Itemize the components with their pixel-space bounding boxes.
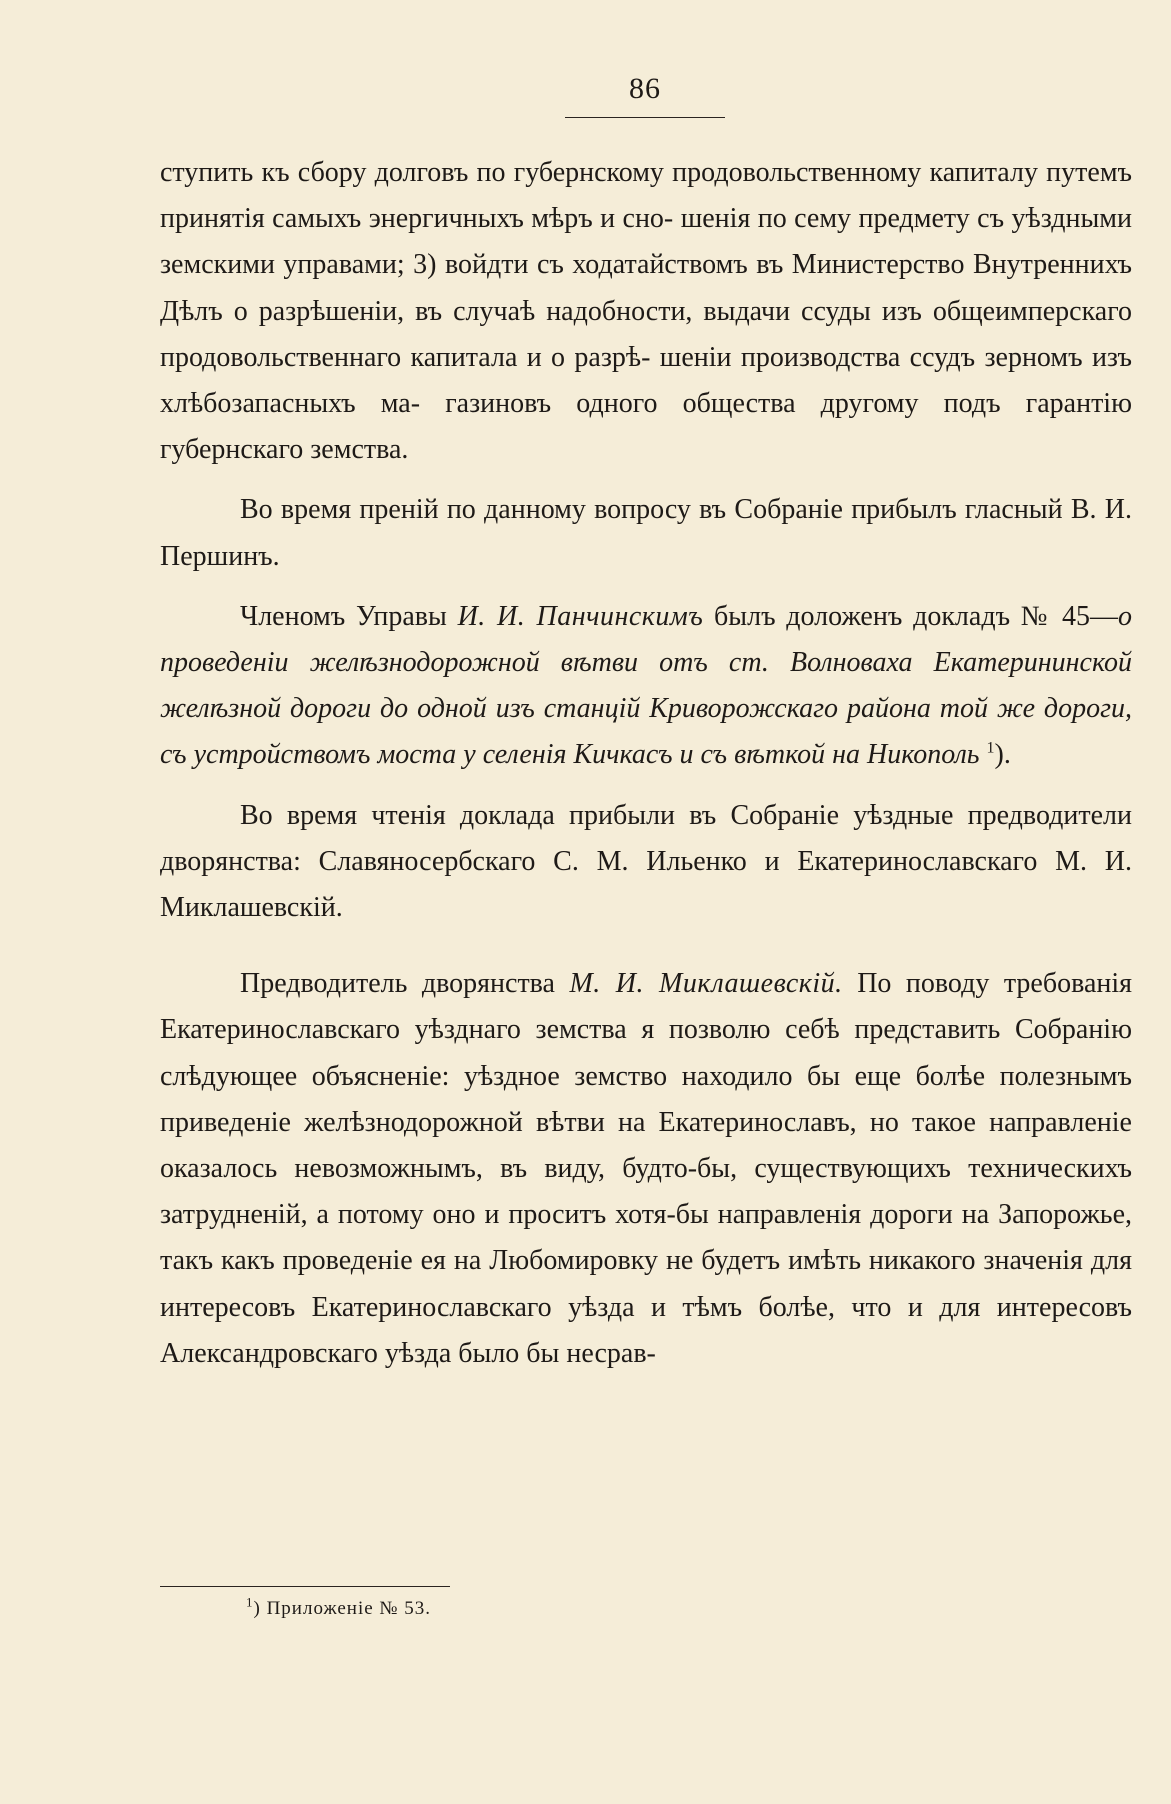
report-number: былъ доложенъ докладъ № 45—: [714, 600, 1119, 632]
speaker-name: И. И. Панчинскимъ: [457, 600, 704, 632]
speech-lead: Предводитель дворянства: [240, 968, 555, 1000]
footnote-reference: 1: [986, 740, 995, 758]
footnote-rule: [160, 1586, 450, 1587]
speech-text: По поводу требованія Екатеринославскаго уѣзднаго земства я позволю себѣ представить Собранію слѣдующее объясненіе: уѣздное земство находило бы еще болѣе полезнымъ приведеніе желѣзнодорожной вѣтви на Екатеринославъ, но такое направленіе оказалось невозможнымъ, въ виду, будто-бы, существующихъ техническихъ затрудненій, а потому оно и проситъ хотя-бы направленія дороги на Запорожье, такъ какъ проведеніе ея на Любомировку не будетъ имѣть никакого значенія для интересовъ Екатеринославскаго уѣзда и тѣмъ болѣе, что и для интересовъ Александровскаго уѣзда было бы несрав-: [160, 968, 1133, 1369]
paragraph-arrivals: Во время чтенія доклада прибыли въ Собраніе уѣздные предводители дворянства: Славяносербскаго С. М. Ильенко и Екатеринославскаго М. И. Миклашевскій.: [160, 799, 1132, 924]
body-text: [160, 150, 1132, 1377]
paragraph-continuation: [160, 150, 1132, 473]
text-line: шенія по сему предмету съ уѣздными земскими управами;: [160, 203, 1133, 281]
text-line: 3) войдти съ ходатайствомъ въ Министерство Внутреннихъ: [413, 249, 1132, 281]
header-rule: [565, 117, 725, 118]
speaker-name: М. И. Миклашевскій.: [569, 968, 843, 1000]
text-line: ступить къ сбору долговъ по губернскому продовольственному: [160, 157, 922, 188]
paragraph-miklashevsky: [160, 961, 1132, 1377]
footnote-text: ) Приложеніе № 53.: [253, 1598, 432, 1619]
report-lead: Членомъ Управы: [240, 600, 447, 632]
paragraph-pershin: Во время преній по данному вопросу въ Собраніе прибылъ гласный В. И. Першинъ.: [160, 494, 1132, 572]
page-number: 86: [629, 72, 661, 105]
text-line: шеніи производства ссудъ зерномъ изъ хлѣбозапасныхъ ма-: [160, 341, 1132, 420]
report-title: о проведеніи желѣзнодорожной вѣтви отъ ст. Волноваха Екатерининской желѣзной дороги до одной изъ станцій Криворожскаго района той же дороги, съ устройствомъ моста у селенія Кичкасъ и съ вѣткой на Никополь: [160, 600, 1133, 771]
text-line: капиталу путемъ принятія самыхъ энергичныхъ мѣръ и сно-: [160, 157, 1133, 235]
footnote: [246, 1594, 432, 1620]
report-tail: ).: [994, 739, 1011, 771]
footnote-mark: 1: [246, 1594, 254, 1610]
paragraph-report-45: [160, 594, 1132, 779]
text-line: изъ общеимперскаго продовольственнаго капитала и о разрѣ-: [160, 295, 1133, 373]
text-line: Дѣлъ о разрѣшеніи, въ случаѣ надобности, выдачи ссуды: [160, 295, 871, 327]
text-line: земства.: [310, 434, 409, 466]
text-line: газиновъ одного общества другому подъ гарантію губернскаго: [160, 388, 1132, 466]
